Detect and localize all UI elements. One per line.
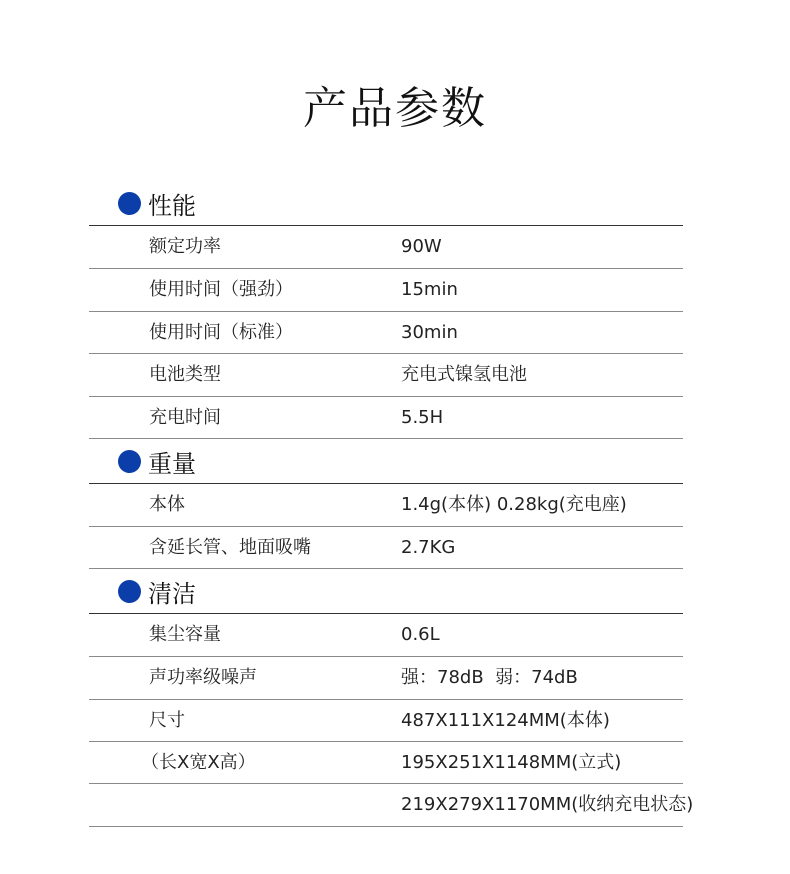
spec-value: 强：78dB 弱：74dB [401,667,578,688]
spec-label: 额定功率 [149,236,221,257]
spec-label: 声功率级噪声 [149,667,257,688]
spec-label: 含延长管、地面吸嘴 [149,537,311,558]
spec-value: 0.6L [401,624,440,645]
page-title: 产品参数 [303,83,487,134]
spec-label: 电池类型 [149,364,221,385]
bullet-dot-icon [118,192,141,215]
section-title: 重量 [148,449,196,478]
section-title: 清洁 [148,579,196,608]
spec-label: （长X宽X高） [141,752,256,773]
row-divider [89,438,683,439]
row-divider [89,826,683,827]
spec-row [89,742,709,784]
spec-row [89,312,709,354]
row-divider [89,568,683,569]
spec-label: 尺寸 [149,710,185,731]
section-title: 性能 [148,191,196,220]
spec-row [89,784,709,826]
spec-value: 2.7KG [401,537,456,558]
spec-row [89,657,709,699]
spec-row [89,226,709,268]
spec-value: 90W [401,236,442,257]
spec-value: 5.5H [401,407,444,428]
spec-label: 使用时间（标准） [149,322,293,343]
spec-row [89,484,709,526]
spec-row [89,700,709,742]
spec-label: 充电时间 [149,407,221,428]
spec-value: 195X251X1148MM(立式) [401,752,622,773]
bullet-dot-icon [118,450,141,473]
spec-row [89,614,709,656]
spec-row [89,269,709,311]
spec-value: 1.4g(本体) 0.28kg(充电座) [401,494,627,515]
spec-label: 集尘容量 [149,624,221,645]
spec-row [89,527,709,569]
spec-value: 充电式镍氢电池 [401,364,527,385]
spec-row [89,397,709,439]
spec-row [89,354,709,396]
spec-value: 487X111X124MM(本体) [401,710,610,731]
bullet-dot-icon [118,580,141,603]
spec-value: 30min [401,322,458,343]
spec-label: 本体 [149,494,185,515]
spec-label: 使用时间（强劲） [149,279,293,300]
spec-value: 219X279X1170MM(收纳充电状态) [401,794,694,815]
section-header-cleaning [118,574,196,608]
section-header-weight [118,444,196,478]
section-header-performance [118,186,196,220]
spec-value: 15min [401,279,458,300]
